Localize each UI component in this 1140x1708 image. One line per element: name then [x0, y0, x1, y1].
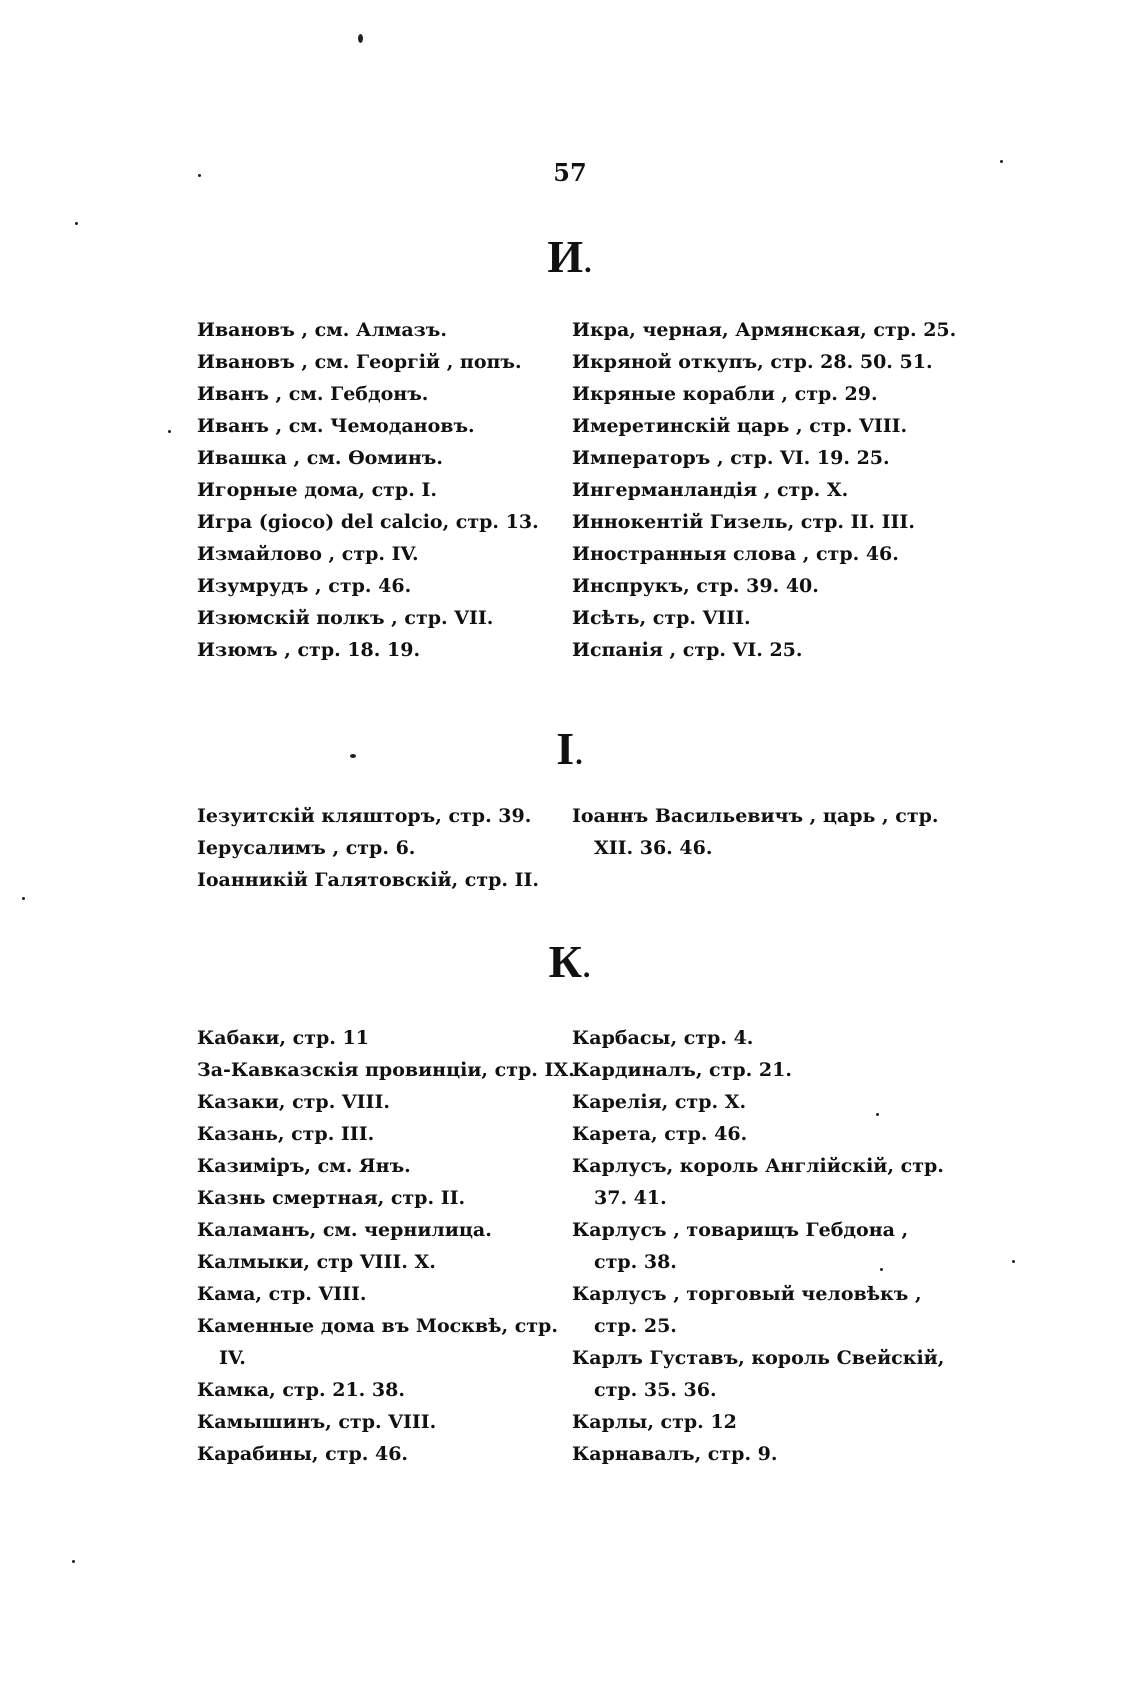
print-speck [880, 1268, 883, 1271]
index-entry: Изюмскій полкъ , стр. VII. [197, 607, 494, 629]
index-entry-main: Карлусъ, король Англійскій, стр. [572, 1155, 944, 1177]
index-column-right [572, 800, 972, 864]
print-speck [75, 222, 78, 225]
index-entry: Казань, стр. III. [197, 1123, 375, 1145]
print-speck [1012, 1260, 1015, 1263]
index-entry [572, 1214, 972, 1278]
index-entry-continuation: 37. 41. [594, 1187, 667, 1209]
index-entry: За-Кавказскія провинціи, стр. IX. [197, 1059, 575, 1081]
index-entry: Кама, стр. VIII. [197, 1283, 367, 1305]
index-entry: Икра, черная, Армянская, стр. 25. [572, 319, 957, 341]
index-entry: Карлы, стр. 12 [572, 1411, 737, 1433]
index-entry: Калмыки, стр VIII. X. [197, 1251, 436, 1273]
index-entry: Іерусалимъ , стр. 6. [197, 837, 416, 859]
index-entry: Испанія , стр. VI. 25. [572, 639, 803, 661]
index-entry: Іезуитскій кляшторъ, стр. 39. [197, 805, 532, 827]
section-heading-i-decimal: І. [556, 723, 584, 774]
index-entry-main: Іоаннъ Васильевичъ , царь , стр. [572, 805, 939, 827]
index-entry: Карабины, стр. 46. [197, 1443, 409, 1465]
index-entry: Казаки, стр. VIII. [197, 1091, 390, 1113]
index-entry [572, 800, 972, 864]
index-entry: Іоанникій Галятовскій, стр. II. [197, 869, 540, 891]
section-heading-i: И. [547, 231, 593, 282]
index-entry: Икряной откупъ, стр. 28. 50. 51. [572, 351, 933, 373]
print-speck [1000, 160, 1003, 163]
index-entry-continuation: стр. 35. 36. [594, 1379, 717, 1401]
index-entry [572, 1150, 972, 1214]
index-entry: Исѣть, стр. VIII. [572, 607, 751, 629]
index-entry: Игорные дома, стр. I. [197, 479, 437, 501]
print-speck [72, 1560, 75, 1563]
index-entry: Карелія, стр. X. [572, 1091, 747, 1113]
print-speck [350, 754, 356, 758]
index-entry-main: Карлусъ , товарищъ Гебдона , [572, 1219, 909, 1241]
index-entry [572, 1342, 972, 1406]
index-entry: Императоръ , стр. VI. 19. 25. [572, 447, 890, 469]
page-number: 57 [553, 158, 587, 187]
index-entry: Карнавалъ, стр. 9. [572, 1443, 778, 1465]
index-entry: Икряные корабли , стр. 29. [572, 383, 878, 405]
index-entry: Камышинъ, стр. VIII. [197, 1411, 437, 1433]
index-column-left [197, 800, 587, 896]
index-entry: Иванъ , см. Гебдонъ. [197, 383, 429, 405]
index-entry [197, 1310, 587, 1374]
section-heading-k: К. [548, 936, 592, 987]
index-entry: Карбасы, стр. 4. [572, 1027, 754, 1049]
index-column-left [197, 1022, 587, 1470]
index-entry-continuation: IV. [219, 1347, 246, 1369]
index-entry: Кардиналъ, стр. 21. [572, 1059, 792, 1081]
index-entry: Иннокентій Гизель, стр. II. III. [572, 511, 915, 533]
print-speck [358, 34, 363, 43]
index-entry: Камка, стр. 21. 38. [197, 1379, 405, 1401]
print-speck [168, 430, 171, 433]
index-entry-continuation: стр. 25. [594, 1315, 677, 1337]
index-entry: Изумрудъ , стр. 46. [197, 575, 412, 597]
index-entry [572, 1278, 972, 1342]
index-entry: Казиміръ, см. Янъ. [197, 1155, 411, 1177]
print-speck [876, 1113, 879, 1116]
print-speck [198, 174, 201, 177]
index-entry: Инспрукъ, стр. 39. 40. [572, 575, 819, 597]
index-entry: Кабаки, стр. 11 [197, 1027, 369, 1049]
index-entry: Имеретинскій царь , стр. VIII. [572, 415, 908, 437]
index-entry: Иностранныя слова , стр. 46. [572, 543, 899, 565]
index-entry: Каламанъ, см. чернилица. [197, 1219, 492, 1241]
index-entry-continuation: XII. 36. 46. [594, 837, 713, 859]
index-entry: Игра (gioco) del calcio, стр. 13. [197, 511, 539, 533]
index-entry: Казнь смертная, стр. II. [197, 1187, 466, 1209]
index-entry: Ингерманландія , стр. X. [572, 479, 849, 501]
index-entry-main: Каменные дома въ Москвѣ, стр. [197, 1315, 558, 1337]
index-column-right [572, 1022, 972, 1470]
print-speck [22, 897, 25, 900]
index-entry-main: Карлусъ , торговый человѣкъ , [572, 1283, 922, 1305]
index-entry: Ивановъ , см. Алмазъ. [197, 319, 447, 341]
index-entry-continuation: стр. 38. [594, 1251, 677, 1273]
index-entry: Ивановъ , см. Георгій , попъ. [197, 351, 522, 373]
index-entry: Изюмъ , стр. 18. 19. [197, 639, 421, 661]
index-entry: Иванъ , см. Чемодановъ. [197, 415, 475, 437]
index-entry-main: Карлъ Густавъ, король Свейскій, [572, 1347, 945, 1369]
index-column-left [197, 314, 587, 666]
index-entry: Измайлово , стр. IV. [197, 543, 419, 565]
index-entry: Карета, стр. 46. [572, 1123, 748, 1145]
index-entry: Ивашка , см. Ѳоминъ. [197, 447, 443, 469]
index-column-right [572, 314, 972, 666]
